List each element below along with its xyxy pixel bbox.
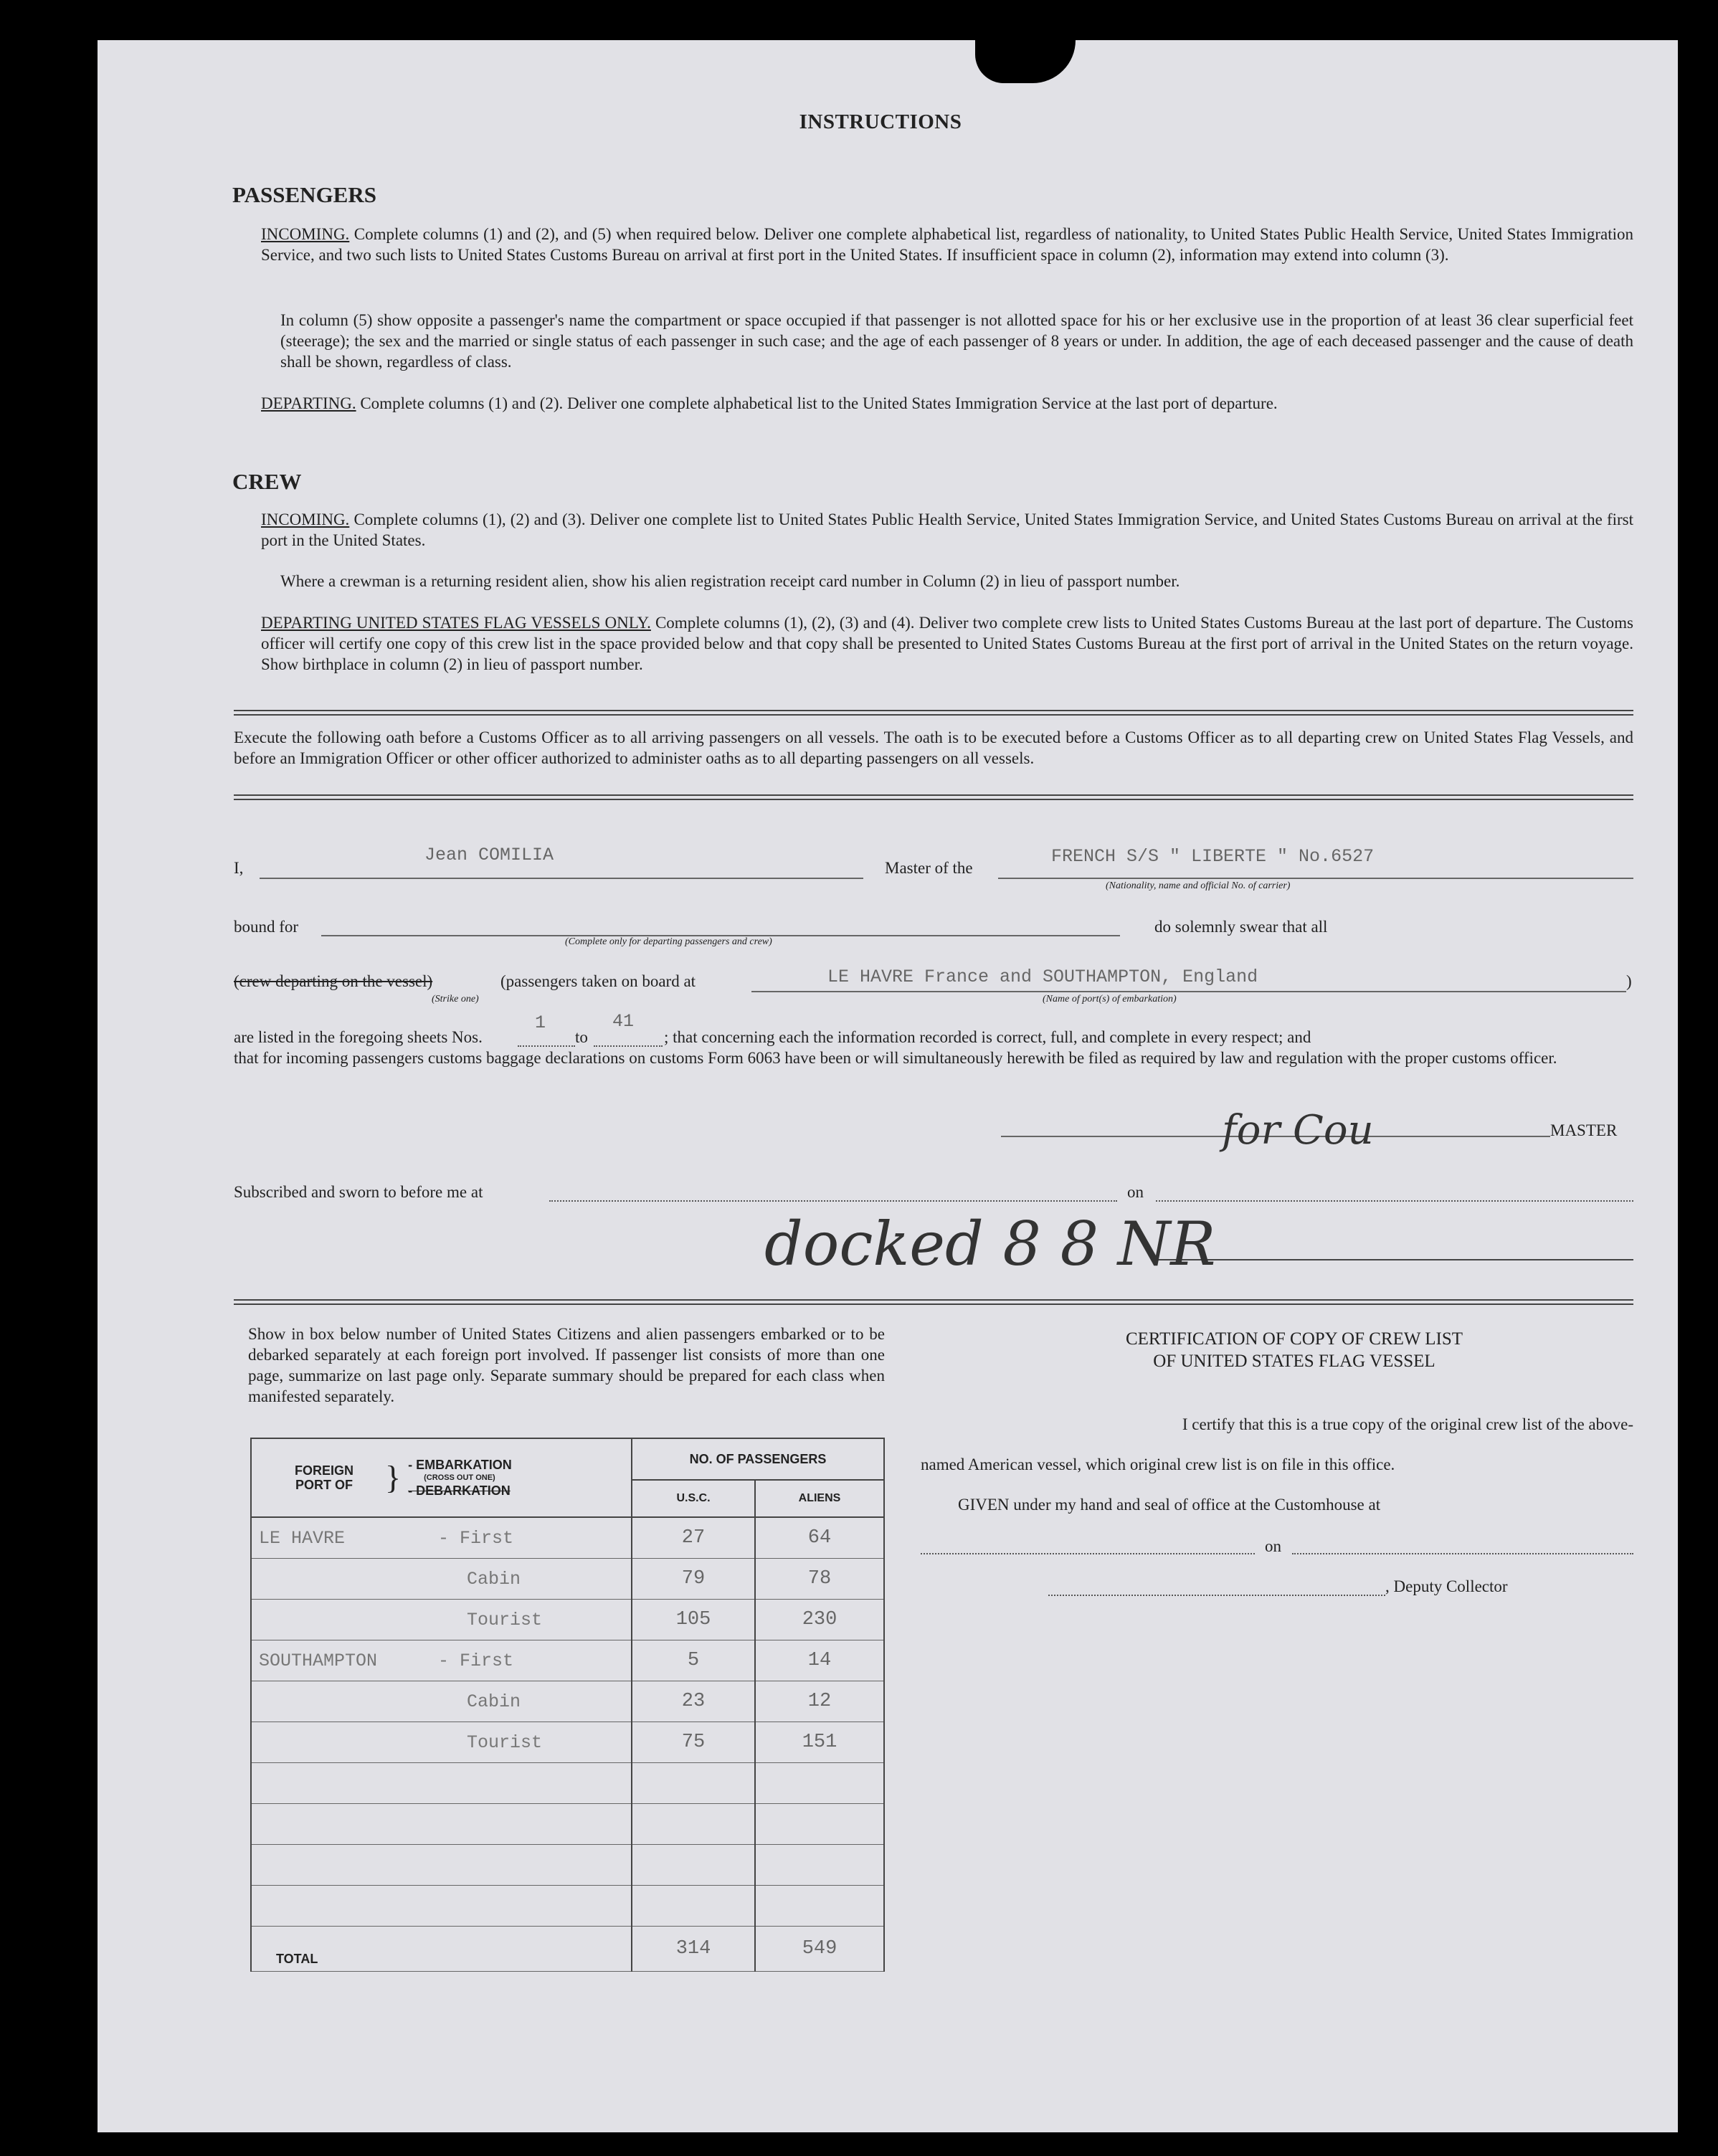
port-cell [251, 1886, 438, 1927]
table-row [251, 1886, 884, 1927]
foreign-port-header: FOREIGN PORT OF [294, 1463, 353, 1492]
aliens-cell [755, 1804, 884, 1845]
certification-heading-line2: OF UNITED STATES FLAG VESSEL [1153, 1352, 1435, 1371]
certification-date-line [1292, 1553, 1633, 1554]
class-cell: - First [438, 1640, 632, 1681]
table-row [251, 1559, 884, 1600]
i-label: I, [234, 859, 244, 877]
departing-label: DEPARTING. [261, 394, 356, 412]
usc-cell: 5 [632, 1640, 755, 1681]
subscribed-date-line [1156, 1200, 1633, 1202]
sheet-to: 41 [612, 1011, 635, 1032]
port-cell [251, 1559, 438, 1600]
divider [234, 794, 1633, 800]
aliens-cell: 12 [755, 1681, 884, 1722]
brace: } [385, 1459, 402, 1496]
divider [234, 1299, 1633, 1305]
crew-heading: CREW [232, 469, 302, 494]
master-name-line [260, 878, 863, 879]
usc-cell: 79 [632, 1559, 755, 1600]
signature-line [1156, 1259, 1633, 1260]
sheets-suffix: ; that concerning each the information recorded is correct, full, and complete in every respect; and [664, 1028, 1311, 1046]
table-row [251, 1763, 884, 1804]
document-page [98, 40, 1678, 2132]
usc-cell: 75 [632, 1722, 755, 1763]
embarkation-option: - EMBARKATION [408, 1458, 512, 1472]
usc-cell [632, 1763, 755, 1804]
table-row [251, 1804, 884, 1845]
total-label: TOTAL [251, 1927, 632, 1972]
passengers-count-header: NO. OF PASSENGERS [632, 1438, 884, 1480]
master-name: Jean COMILIA [424, 845, 554, 865]
bound-for-label: bound for [234, 918, 299, 936]
aliens-cell [755, 1845, 884, 1886]
given-text: GIVEN under my hand and seal of office at the Customhouse at [958, 1496, 1381, 1514]
class-cell: Tourist [438, 1600, 632, 1640]
vessel-caption: (Nationality, name and official No. of carrier) [1106, 880, 1291, 891]
crew-departing-label: DEPARTING UNITED STATES FLAG VESSELS ONLY. [261, 614, 651, 632]
master-label: MASTER [1550, 1121, 1618, 1139]
aliens-cell: 64 [755, 1517, 884, 1559]
class-cell [438, 1763, 632, 1804]
table-row [251, 1640, 884, 1681]
crew-incoming-paragraph [261, 509, 1633, 551]
certification-heading-line1: CERTIFICATION OF COPY OF CREW LIST [1125, 1329, 1463, 1349]
departing-text: Complete columns (1) and (2). Deliver one complete alphabetical list to the United States Immigration Service at the last port of departure. [360, 394, 1278, 412]
debarkation-option: - DEBARKATION [408, 1483, 511, 1498]
customhouse-line [921, 1553, 1255, 1554]
total-usc: 314 [632, 1927, 755, 1972]
class-cell: Cabin [438, 1681, 632, 1722]
strike-caption: (Strike one) [432, 994, 479, 1005]
usc-header: U.S.C. [632, 1480, 755, 1517]
aliens-header: ALIENS [755, 1480, 884, 1517]
table-row [251, 1517, 884, 1559]
incoming-text: Complete columns (1) and (2), and (5) when required below. Deliver one complete alphabetical list, regardless of nationality, to United States Public Health Service, United States Immigration Service, and two such lists to United States Customs Bureau on arrival at first port in the United States. If insufficient space in column (2), information may extend into column (3). [261, 225, 1634, 264]
sheets-prefix: are listed in the foregoing sheets Nos. [234, 1028, 483, 1046]
bound-caption: (Complete only for departing passengers and crew) [565, 936, 772, 947]
close-paren: ) [1626, 972, 1632, 990]
total-aliens: 549 [755, 1927, 884, 1972]
subscribed-label: Subscribed and sworn to before me at [234, 1183, 483, 1201]
summary-instructions: Show in box below number of United States Citizens and alien passengers embarked or to be debarked separately at each foreign port involved. If passenger list consists of more than one page, summarize on last page only. Separate summary should be prepared for each class when manifested separately. [248, 1325, 885, 1405]
sheet-to-label: to [575, 1028, 588, 1046]
table-row [251, 1722, 884, 1763]
master-signature: for Cou [1222, 1107, 1374, 1154]
oath-intro: Execute the following oath before a Customs Officer as to all arriving passengers on all vessels. The oath is to be executed before a Customs Officer as to all departing crew on United States Flag Vessels, and before an Immigration Officer or other officer authorized to administer oaths as to all departing passengers on all vessels. [234, 728, 1633, 767]
on-label: on [1127, 1183, 1144, 1201]
master-of-label: Master of the [885, 859, 973, 877]
sheet-from-line [518, 1045, 575, 1047]
port-cell [251, 1804, 438, 1845]
crew-resident-paragraph: Where a crewman is a returning resident alien, show his alien registration receipt card number in Column (2) in lieu of passport number. [280, 572, 1180, 590]
subscribed-place-line [549, 1200, 1117, 1202]
table-row [251, 1845, 884, 1886]
cross-out-note: (CROSS OUT ONE) [424, 1473, 495, 1482]
usc-cell [632, 1845, 755, 1886]
aliens-cell: 151 [755, 1722, 884, 1763]
class-cell [438, 1845, 632, 1886]
page-title: INSTRUCTIONS [799, 110, 962, 133]
passengers-taken-label: (passengers taken on board at [500, 972, 696, 990]
deputy-signature-line [1048, 1595, 1385, 1596]
port-cell [251, 1600, 438, 1640]
crew-incoming-label: INCOMING. [261, 510, 350, 528]
passengers-heading: PASSENGERS [232, 182, 376, 207]
divider [234, 710, 1633, 716]
certification-line2: named American vessel, which original crew list is on file in this office. [921, 1455, 1395, 1473]
aliens-cell: 230 [755, 1600, 884, 1640]
handwritten-note: docked 8 8 NR [764, 1209, 1216, 1279]
embarkation-ports: LE HAVRE France and SOUTHAMPTON, England [827, 967, 1258, 987]
deputy-collector-label: , Deputy Collector [1385, 1577, 1508, 1595]
swear-label: do solemnly swear that all [1154, 918, 1328, 936]
vessel-name: FRENCH S/S " LIBERTE " No.6527 [1051, 846, 1375, 867]
usc-cell: 23 [632, 1681, 755, 1722]
passengers-departing-paragraph [261, 393, 1633, 414]
class-cell: Cabin [438, 1559, 632, 1600]
ports-line [751, 991, 1626, 992]
port-cell [251, 1722, 438, 1763]
crew-departing-struck: (crew departing on the vessel) [234, 972, 433, 990]
aliens-cell [755, 1763, 884, 1804]
port-cell: LE HAVRE [251, 1517, 438, 1559]
table-row [251, 1600, 884, 1640]
usc-cell [632, 1804, 755, 1845]
port-cell [251, 1681, 438, 1722]
aliens-cell [755, 1886, 884, 1927]
usc-cell: 27 [632, 1517, 755, 1559]
certification-on-label: on [1265, 1537, 1281, 1555]
customs-text: that for incoming passengers customs baggage declarations on customs Form 6063 have been or will simultaneously herewith be filed as required by law and regulation with the proper customs officer. [234, 1049, 1557, 1067]
class-cell: - First [438, 1517, 632, 1559]
sheet-from: 1 [535, 1012, 546, 1033]
port-cell [251, 1845, 438, 1886]
aliens-cell: 78 [755, 1559, 884, 1600]
port-cell [251, 1763, 438, 1804]
certification-heading [955, 1328, 1633, 1372]
table-row [251, 1681, 884, 1722]
class-cell: Tourist [438, 1722, 632, 1763]
ports-caption: (Name of port(s) of embarkation) [1043, 994, 1177, 1005]
total-row [251, 1927, 884, 1972]
port-cell: SOUTHAMPTON [251, 1640, 438, 1681]
class-cell [438, 1886, 632, 1927]
sheet-to-line [594, 1045, 663, 1047]
certification-line1: I certify that this is a true copy of the original crew list of the above- [1182, 1415, 1633, 1433]
class-cell [438, 1804, 632, 1845]
vessel-line [998, 878, 1633, 879]
crew-departing-paragraph [261, 612, 1633, 675]
crew-incoming-text: Complete columns (1), (2) and (3). Deliver one complete list to United States Public Health Service, United States Immigration Service, and United States Customs Bureau on arrival at the first port in the United States. [261, 510, 1633, 549]
port-header [251, 1438, 632, 1517]
aliens-cell: 14 [755, 1640, 884, 1681]
usc-cell [632, 1886, 755, 1927]
passengers-incoming-paragraph [261, 224, 1633, 265]
passenger-summary-table [250, 1438, 885, 1972]
column5-paragraph: In column (5) show opposite a passenger's name the compartment or space occupied if that passenger is not allotted space for his or her exclusive use in the proportion of at least 36 clear superficial feet (steerage); the sex and the married or single status of each passenger in such case; and the age of each passenger of 8 years or under. In addition, the age of each deceased passenger and the cause of death shall be shown, regardless of class. [280, 311, 1633, 371]
usc-cell: 105 [632, 1600, 755, 1640]
incoming-label: INCOMING. [261, 225, 350, 243]
crew-departing-text: Complete columns (1), (2), (3) and (4). Deliver two complete crew lists to United States Customs Bureau at the last port of departure. The Customs officer will certify one copy of this crew list in the space provided below and that copy shall be presented to United States Customs Bureau at the first port of arrival in the United States on the return voyage. Show birthplace in column (2) in lieu of passport number. [261, 614, 1634, 673]
